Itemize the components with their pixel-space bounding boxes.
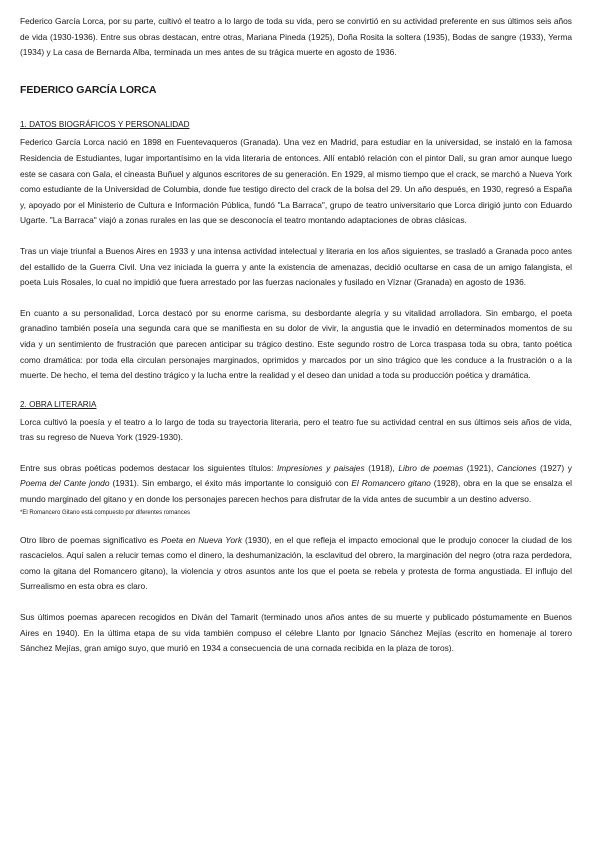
page-title: FEDERICO GARCÍA LORCA [20, 83, 157, 96]
section-heading-literary-work: 2. OBRA LITERARIA [20, 399, 97, 409]
biography-paragraph-1: Federico García Lorca nació en 1898 en Fuentevaqueros (Granada). Una vez en Madrid, para estudiar en la universidad, se instaló en la famosa Residencia de Estudiantes, lugar importantísimo en la vida literaria de entonces. Allí entabló relación con el pintor Dalí, su gran amor aunque luego este se casara con Gala, el cineasta Buñuel y algunos escritores de su generación. En 1929, al mismo tiempo que el crack, se marchó a Nueva York como estudiante de la Universidad de Columbia, donde fue testigo directo del crack de la bolsa del 29. Un año después, en 1930, regresó a España y, apoyado por el Ministerio de Cultura e Información Pública, fundó "La Barraca", grupo de teatro universitario que Lorca dirigió junto con Eduardo Ugarte. "La Barraca" viajó a zonas rurales en las que se desconocía el teatro montando adaptaciones de obras clásicas. [20, 137, 572, 226]
text-run: (1918), [364, 462, 399, 473]
text-run: (1928), obra en la que se ensalza el mundo marginado del gitano y en donde los personajes parecen hechos para disfrutar de la vida antes de sucumbir a un destino adverso. [20, 478, 572, 505]
text-run: (1927) y [536, 462, 572, 473]
work-paragraph-1: Lorca cultivó la poesía y el teatro a lo largo de toda su trayectoria literaria, pero el teatro fue su actividad central en sus últimos seis años de vida, tras su regreso de Nueva York (1929-1930). [20, 416, 572, 443]
text-run: (1931). Sin embargo, el éxito más importante lo consiguió con [109, 478, 352, 489]
book-title: Poema del Cante jondo [20, 478, 110, 489]
book-title: Poeta en Nueva York [161, 534, 243, 545]
book-title: El Romancero gitano [351, 478, 431, 489]
intro-paragraph: Federico García Lorca, por su parte, cultivó el teatro a lo largo de toda su vida, pero se convirtió en su actividad preferente en sus últimos seis años de vida (1930-1936). Entre sus obras destacan, entre otras, Mariana Pineda (1925), Doña Rosita la soltera (1935), Bodas de sangre (1933), Yerma (1934) y La casa de Bernarda Alba, terminada un mes antes de su trágica muerte en agosto de 1936. [20, 16, 572, 58]
work-paragraph-4: Sus últimos poemas aparecen recogidos en Diván del Tamarit (terminado unos años antes de su muerte y publicado póstumamente en Buenos Aires en 1940). En la última etapa de su vida también compuso el célebre Llanto por Ignacio Sánchez Mejías (escrito en homenaje al torero Sánchez Mejías, gran amigo suyo, que murió en 1934 a consecuencia de una cornada recibida en la plaza de toros). [20, 612, 572, 654]
work-paragraph-3 [20, 533, 572, 595]
section-heading-biography: 1. DATOS BIOGRÁFICOS Y PERSONALIDAD [20, 120, 190, 130]
text-run: Otro libro de poemas significativo es [20, 534, 162, 545]
work-paragraph-2 [20, 461, 572, 508]
book-title: Canciones [496, 462, 537, 473]
footnote: *El Romancero Gitano está compuesto por diferentes romances [20, 509, 191, 516]
text-run: (1930), en el que refleja el impacto emocional que le produjo conocer la ciudad de los rascacielos. Aquí salen a relucir temas como el dinero, la deshumanización, la esclavitud del obrero, la marginación del negro (otra raza perdedora, como la gitana del Romancero gitano), la violencia y otros asuntos ante los que el poeta se rebela y protesta de forma angustiada. El influjo del Surrealismo en esta obra es claro. [20, 534, 572, 592]
biography-paragraph-3: En cuanto a su personalidad, Lorca destacó por su enorme carisma, su desbordante alegría y su vitalidad arrolladora. Sin embargo, el poeta granadino también poseía una segunda cara que se manifiesta en su dolor de vivir, la angustia que le invadió en determinados momentos de su vida y un sentimiento de frustración que parecen anticipar su trágico destino. Este segundo rostro de Lorca traspasa toda su obra, tanto poética como dramática: por toda ella circulan personajes marginados, oprimidos y marcados por un sino trágico que les conduce a la frustración o a la muerte. De hecho, el tema del destino trágico y la lucha entre la realidad y el deseo dan unidad a toda su producción poética y dramática. [20, 307, 572, 381]
book-title: Libro de poemas [398, 462, 464, 473]
text-run: (1921), [463, 462, 497, 473]
text-run: Entre sus obras poéticas podemos destacar los siguientes títulos: [20, 462, 277, 473]
biography-paragraph-2: Tras un viaje triunfal a Buenos Aires en 1933 y una intensa actividad intelectual y literaria en los años siguientes, se trasladó a Granada poco antes del estallido de la Guerra Civil. Una vez iniciada la guerra y ante la existencia de amenazas, decidió ocultarse en casa de un amigo falangista, el poeta Luis Rosales, lo cual no impidió que fuera arrestado por las fuerzas nacionales y fusilado en Víznar (Granada) en agosto de 1936. [20, 245, 572, 288]
book-title: Impresiones y paisajes [276, 462, 365, 473]
document-page [20, 14, 572, 657]
